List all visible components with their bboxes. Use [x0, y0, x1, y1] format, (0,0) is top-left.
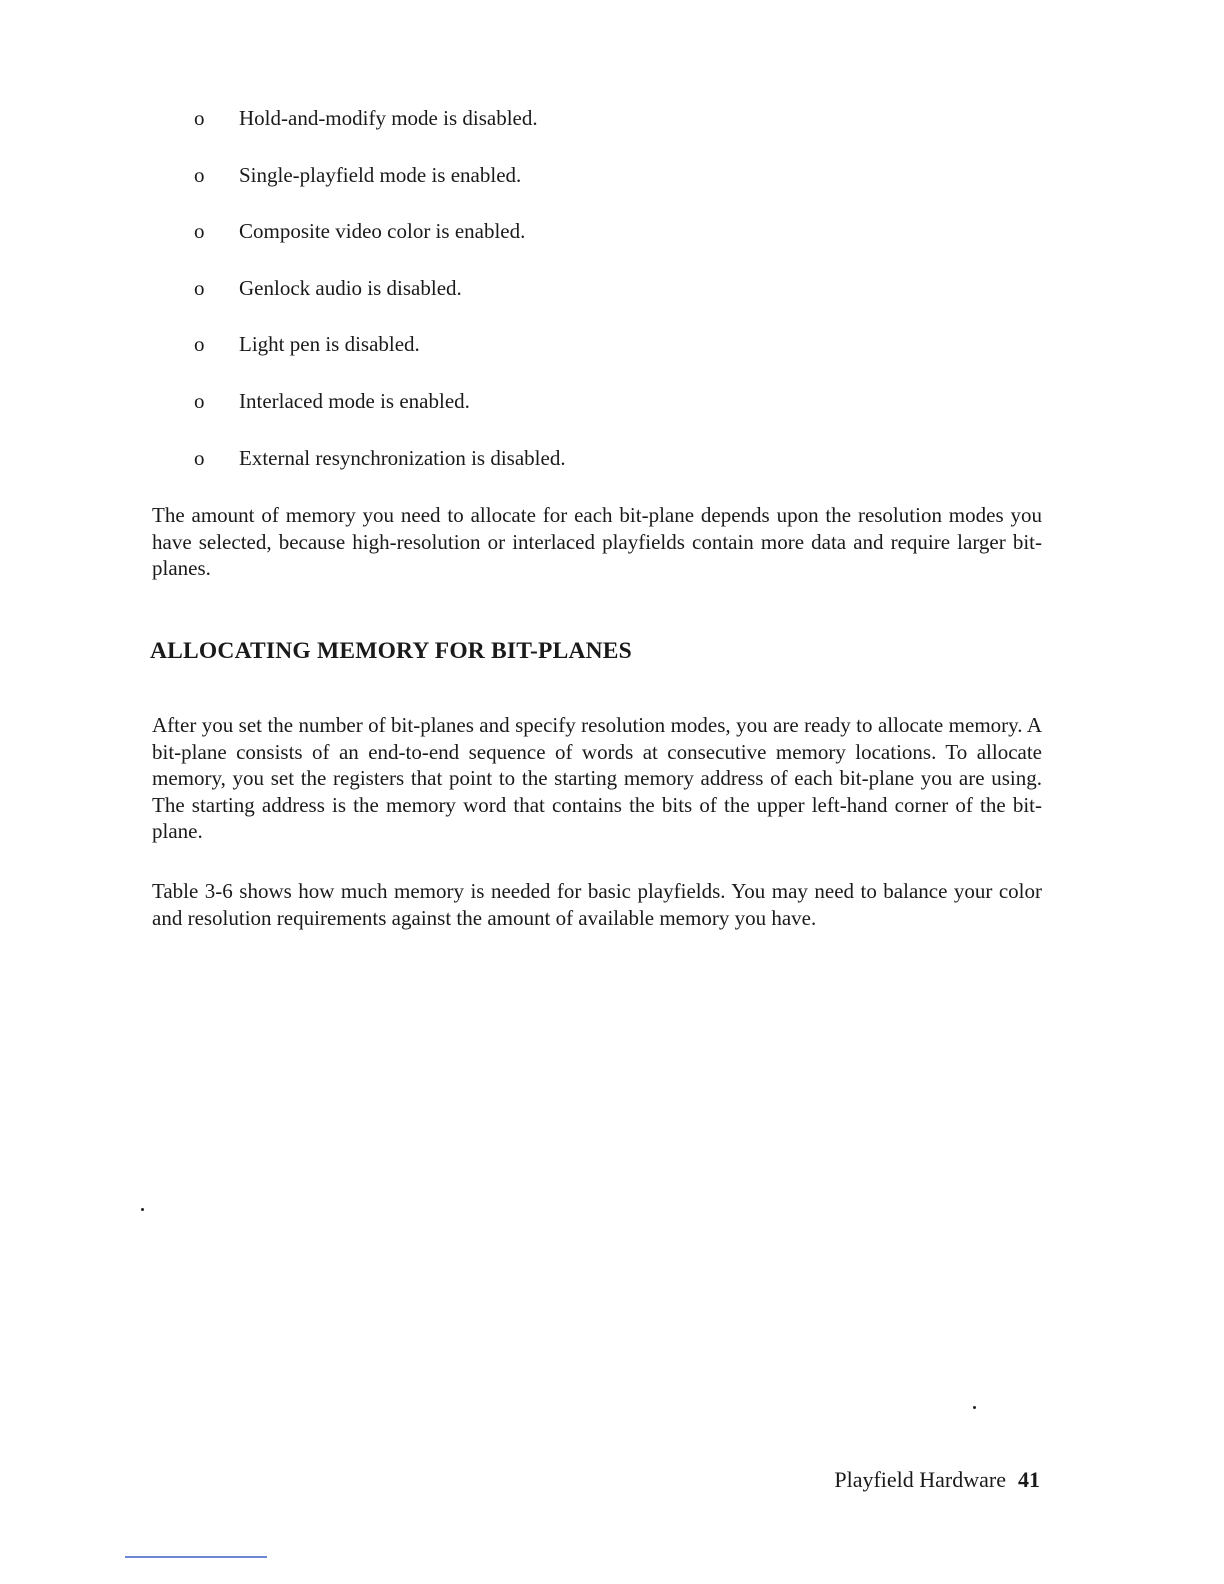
scan-speck	[141, 1208, 144, 1211]
footer-section-title: Playfield Hardware	[834, 1467, 1006, 1492]
list-item-text: Genlock audio is disabled.	[239, 275, 462, 300]
scan-speck	[973, 1406, 976, 1409]
section-heading: ALLOCATING MEMORY FOR BIT-PLANES	[150, 638, 632, 664]
list-item	[190, 326, 1050, 383]
list-item	[190, 440, 1050, 497]
allocation-paragraph: After you set the number of bit-planes and specify resolution modes, you are ready to allocate memory. A bit-plane consists of an end-to-end sequence of words at consecutive memory locations. To allocate memory, you set the registers that point to the starting memory address of each bit-plane you are using. The starting address is the memory word that contains the bits of the upper left-hand corner of the bit-plane.	[152, 713, 1042, 843]
bullet-marker: o	[194, 275, 205, 300]
bullet-marker: o	[194, 388, 205, 413]
list-item	[190, 383, 1050, 440]
settings-bullet-list	[190, 100, 1050, 496]
bullet-marker: o	[194, 332, 205, 357]
list-item	[190, 213, 1050, 270]
scan-edge-line	[125, 1556, 267, 1558]
list-item-text: Single-playfield mode is enabled.	[239, 162, 522, 187]
list-item-text: Light pen is disabled.	[239, 332, 420, 357]
bullet-marker: o	[194, 219, 205, 244]
list-item-text: Composite video color is enabled.	[239, 219, 526, 244]
list-item	[190, 100, 1050, 157]
bullet-marker: o	[194, 162, 205, 187]
list-item-text: Hold-and-modify mode is disabled.	[239, 106, 538, 130]
list-item-text: Interlaced mode is enabled.	[239, 388, 470, 413]
table-reference-paragraph: Table 3-6 shows how much memory is needed for basic playfields. You may need to balance your color and resolution requirements against the amount of available memory you have.	[152, 879, 1042, 930]
bullet-marker: o	[194, 445, 205, 470]
list-item	[190, 157, 1050, 214]
page-number: 41	[1018, 1467, 1040, 1492]
bullet-marker: o	[194, 106, 205, 130]
page-footer	[834, 1467, 1040, 1493]
memory-requirements-paragraph: The amount of memory you need to allocate for each bit-plane depends upon the resolution modes you have selected, because high-resolution or interlaced playfields contain more data and require larger bit-planes.	[152, 503, 1042, 580]
list-item	[190, 270, 1050, 327]
list-item-text: External resynchronization is disabled.	[239, 445, 566, 470]
